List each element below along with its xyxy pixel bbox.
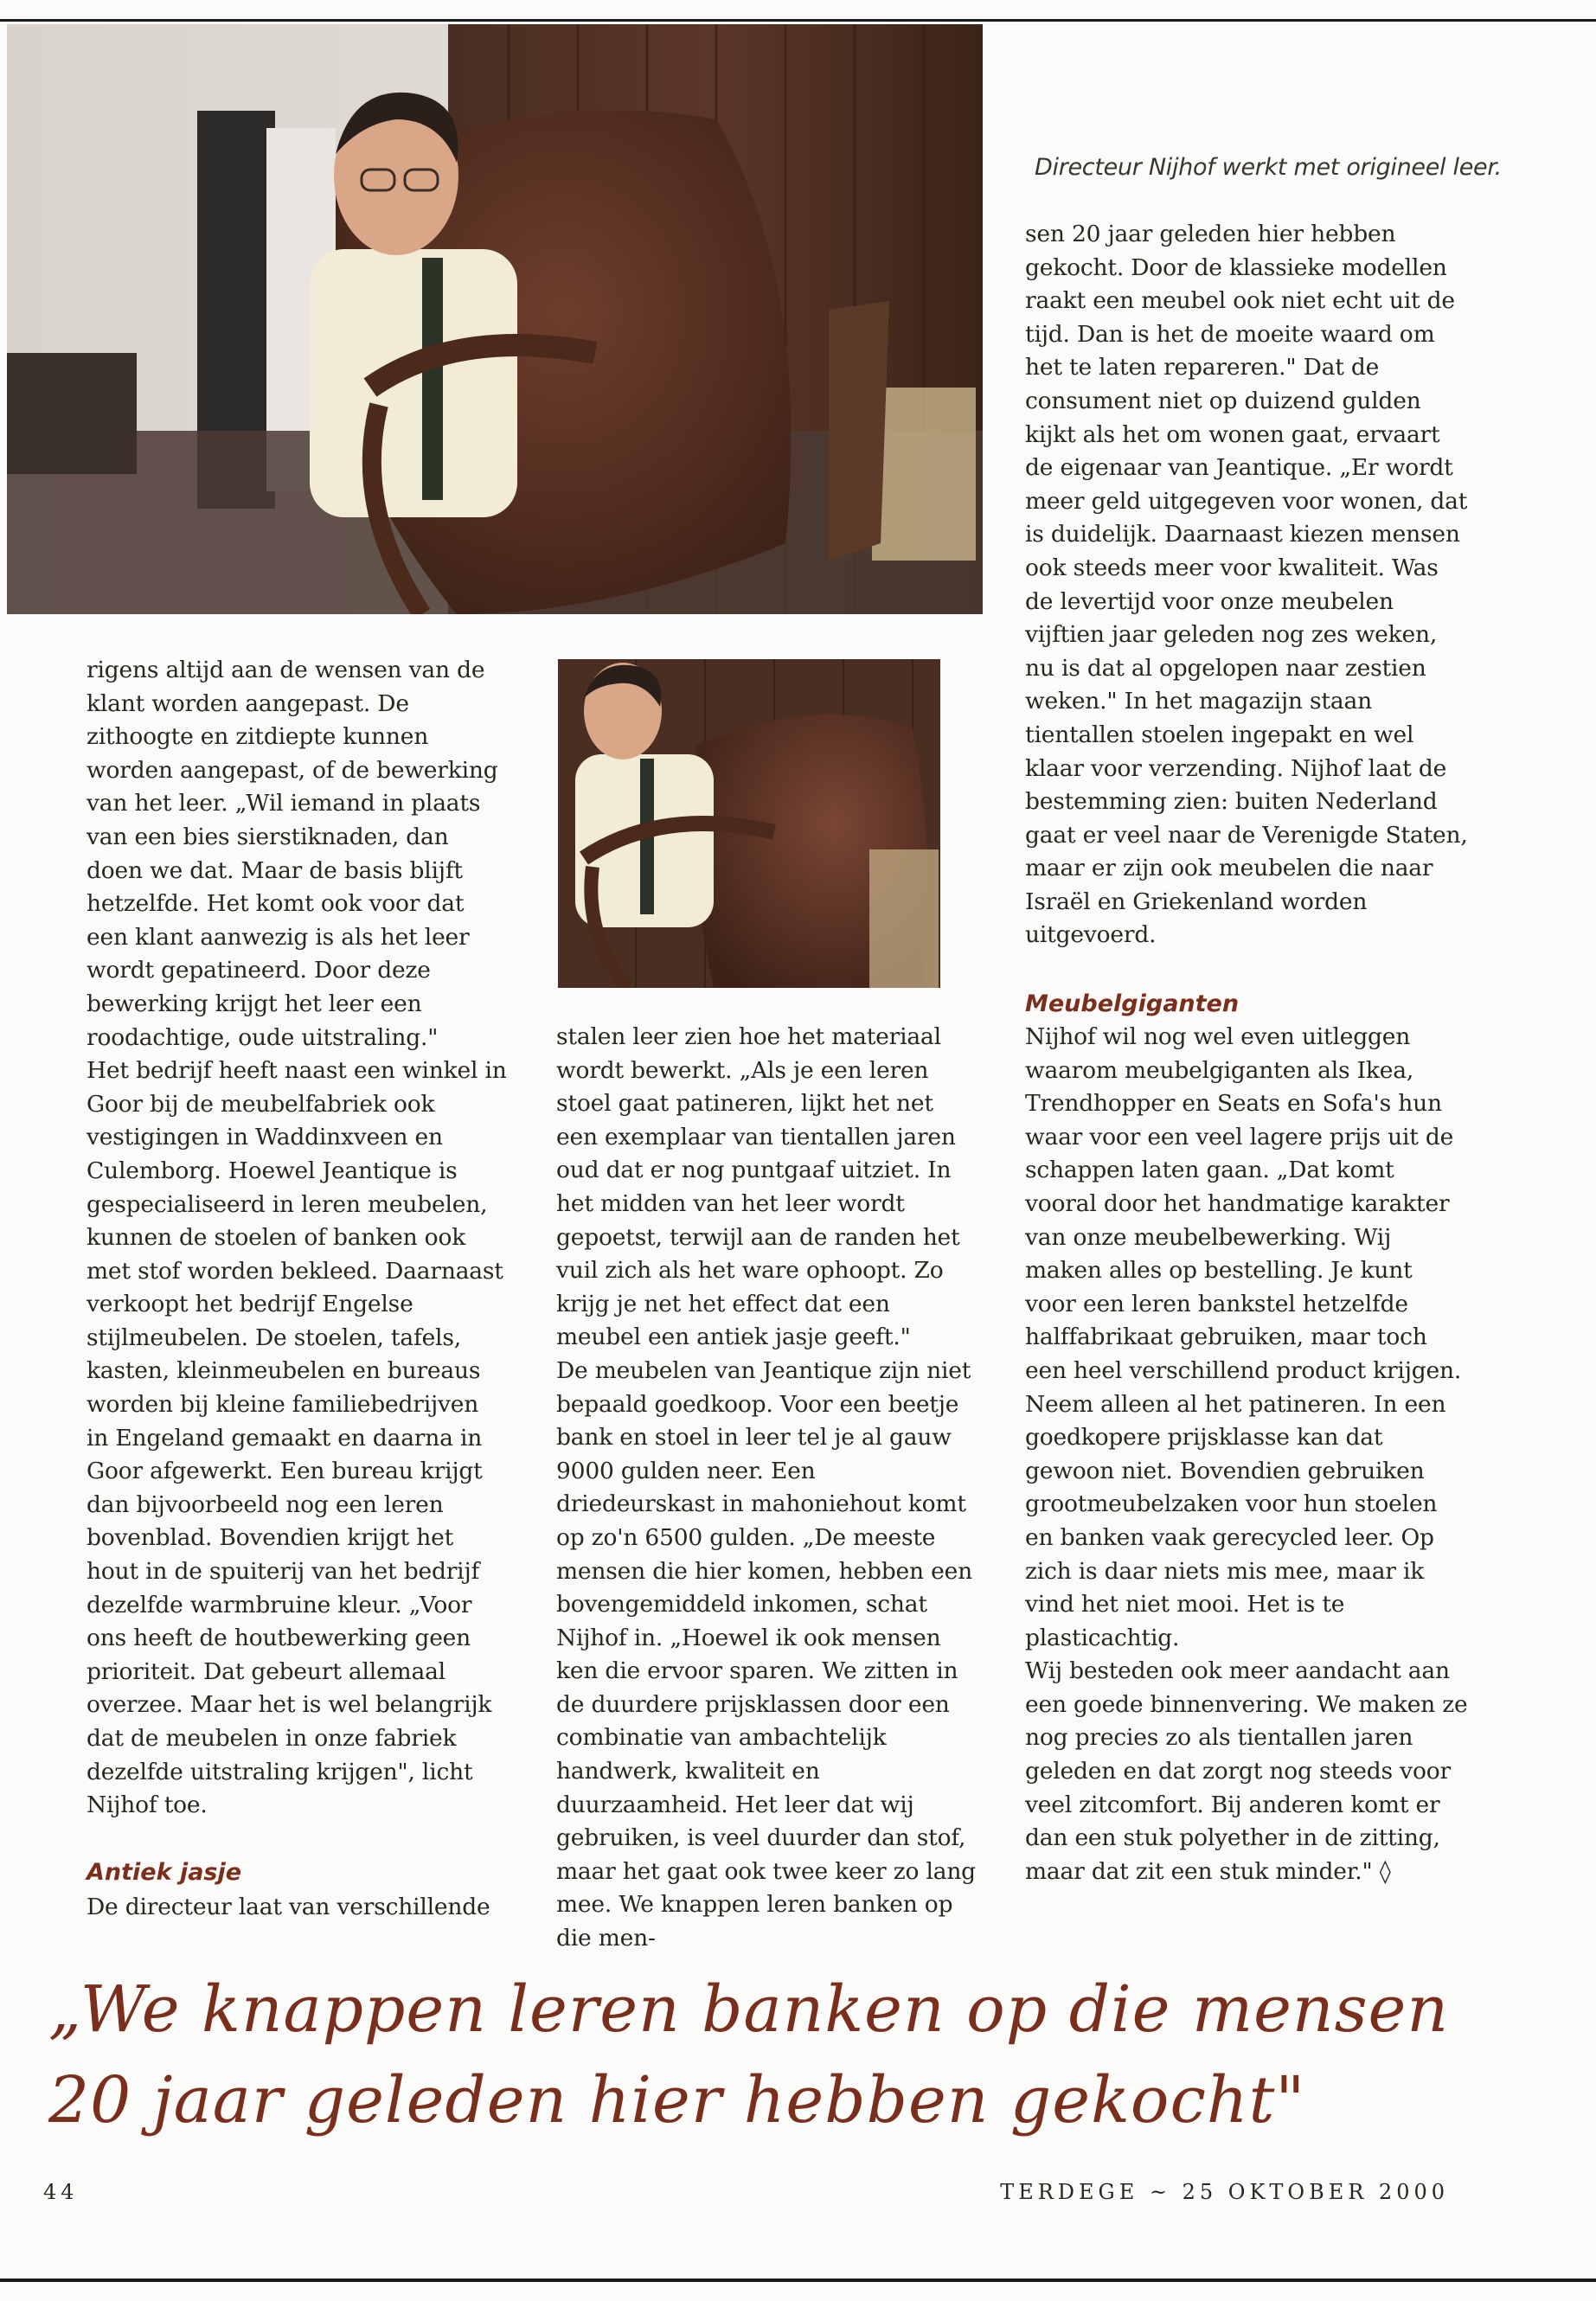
col3-paragraph-2: Nijhof wil nog wel even uitleggen waarom meubelgiganten als Ikea, Trendhopper en Seats en Sofa's hun waar voor een veel lagere prijs uit de schappen laten gaan. „Dat komt vooral door het handmatige karakter van onze meubelbewerking. Wij maken alles op bestelling. Je kunt voor een leren bankstel hetzelfde halffabrikaat gebruiken, maar toch een heel verschillend product krijgen. Neem alleen al het patineren. In een goedkopere prijsklasse kan dat gewoon niet. Bovendien gebruiken grootmeubelzaken voor hun stoelen en banken vaak gerecycled leer. Op zich is daar niets mis mee, maar ik vind het niet mooi. Het is te plasticachtig. xyxy=(1025,1023,1462,1651)
col1-paragraph-3: De directeur laat van verschillende xyxy=(87,1894,490,1920)
col2-paragraph-1: stalen leer zien hoe het materiaal wordt bewerkt. „Als je een leren stoel gaat patineren, lijkt het net een exemplaar van tientallen jaren oud dat er nog puntgaaf uitziet. In het midden van het leer wordt gepoetst, terwijl aan de randen het vuil zich als het ware ophoopt. Zo krijg je net het effect dat een meubel een antiek jasje geeft." xyxy=(556,1023,960,1351)
photo-caption: Directeur Nijhof werkt met origineel leer. xyxy=(1035,154,1502,181)
col1-paragraph-1: rigens altijd aan de wensen van de klant worden aangepast. De zithoogte en zitdiepte kunnen worden aangepast, of de bewerking van het leer. „Wil iemand in plaats van een bies sierstiknaden, dan doen we dat. Maar de basis blijft hetzelfde. Het komt ook voor dat een klant aanwezig is als het leer wordt gepatineerd. Door deze bewerking krijgt het leer een roodachtige, oude uitstraling." xyxy=(87,657,498,1051)
col3-paragraph-1: sen 20 jaar geleden hier hebben gekocht. Door de klassieke modellen raakt een meubel ook niet echt uit de tijd. Dan is het de moeite waard om het te laten repareren." Dat de consument niet op duizend gulden kijkt als het om wonen gaat, ervaart de eigenaar van Jeantique. „Er wordt meer geld uitgegeven voor wonen, dat is duidelijk. Daarnaast kiezen mensen ook steeds meer voor kwaliteit. Was de levertijd voor onze meubelen vijftien jaar geleden nog zes weken, nu is dat al opgelopen naar zestien weken." In het magazijn staan tientallen stoelen ingepakt en wel klaar voor verzending. Nijhof laat de bestemming zien: buiten Nederland gaat er veel naar de Verenigde Staten, maar er zijn ook meubelen die naar Israël en Griekenland worden uitgevoerd. xyxy=(1025,221,1468,949)
pull-quote-line-2: 20 jaar geleden hier hebben gekocht" xyxy=(48,2063,1306,2138)
article-column-1 xyxy=(87,654,507,1823)
bottom-rule xyxy=(0,2279,1596,2282)
subhead-antiek-jasje: Antiek jasje xyxy=(87,1859,242,1886)
pull-quote-line-1: „We knappen leren banken op die mensen xyxy=(48,1972,1449,2047)
article-column-1-continued xyxy=(87,1891,519,1925)
subhead-meubelgiganten: Meubelgiganten xyxy=(1025,990,1240,1017)
page-number: 44 xyxy=(43,2180,79,2204)
col2-paragraph-2: De meubelen van Jeantique zijn niet bepaald goedkoop. Voor een beetje bank en stoel in leer tel je al gauw 9000 gulden neer. Een driedeurskast in mahoniehout komt op zo'n 6500 gulden. „De meeste mensen die hier komen, hebben een bovengemiddeld inkomen, schat Nijhof in. „Hoewel ik ook mensen ken die ervoor sparen. We zitten in de duurdere prijsklassen door een combinatie van ambachtelijk handwerk, kwaliteit en duurzaamheid. Het leer dat wij gebruiken, is veel duurder dan stof, maar het gaat ook twee keer zo lang mee. We knappen leren banken op die men- xyxy=(556,1356,976,1952)
top-rule xyxy=(0,19,1596,22)
photo-director-inspecting-leather xyxy=(558,659,940,988)
article-column-3 xyxy=(1025,218,1468,952)
col1-paragraph-2: Het bedrijf heeft naast een winkel in Goor bij de meubelfabriek ook vestigingen in Waddinxveen en Culemborg. Hoewel Jeantique is gespecialiseerd in leren meubelen, kunnen de stoelen of banken ook met stof worden bekleed. Daarnaast verkoopt het bedrijf Engelse stijlmeubelen. De stoelen, tafels, kasten, kleinmeubelen en bureaus worden bij kleine familiebedrijven in Engeland gemaakt en daarna in Goor afgewerkt. Een bureau krijgt dan bijvoorbeeld nog een leren bovenblad. Bovendien krijgt het hout in de spuiterij van het bedrijf dezelfde warmbruine kleur. „Voor ons heeft de houtbewerking geen prioriteit. Dat gebeurt allemaal overzee. Maar het is wel belangrijk dat de meubelen in onze fabriek dezelfde uitstraling krijgen", licht Nijhof toe. xyxy=(87,1057,507,1819)
col3-paragraph-3: Wij besteden ook meer aandacht aan een goede binnenvering. We maken ze nog precies zo als tientallen jaren geleden en dat zorgt nog steeds voor veel zitcomfort. Bij anderen komt er dan een stuk polyether in de zitting, maar dat zit een stuk minder." ◊ xyxy=(1025,1657,1468,1885)
photo-director-with-leather xyxy=(7,24,983,614)
article-column-2 xyxy=(556,1021,977,1956)
article-column-3-continued xyxy=(1025,1021,1468,1888)
issue-line: TERDEGE ~ 25 OKTOBER 2000 xyxy=(1000,2180,1449,2204)
